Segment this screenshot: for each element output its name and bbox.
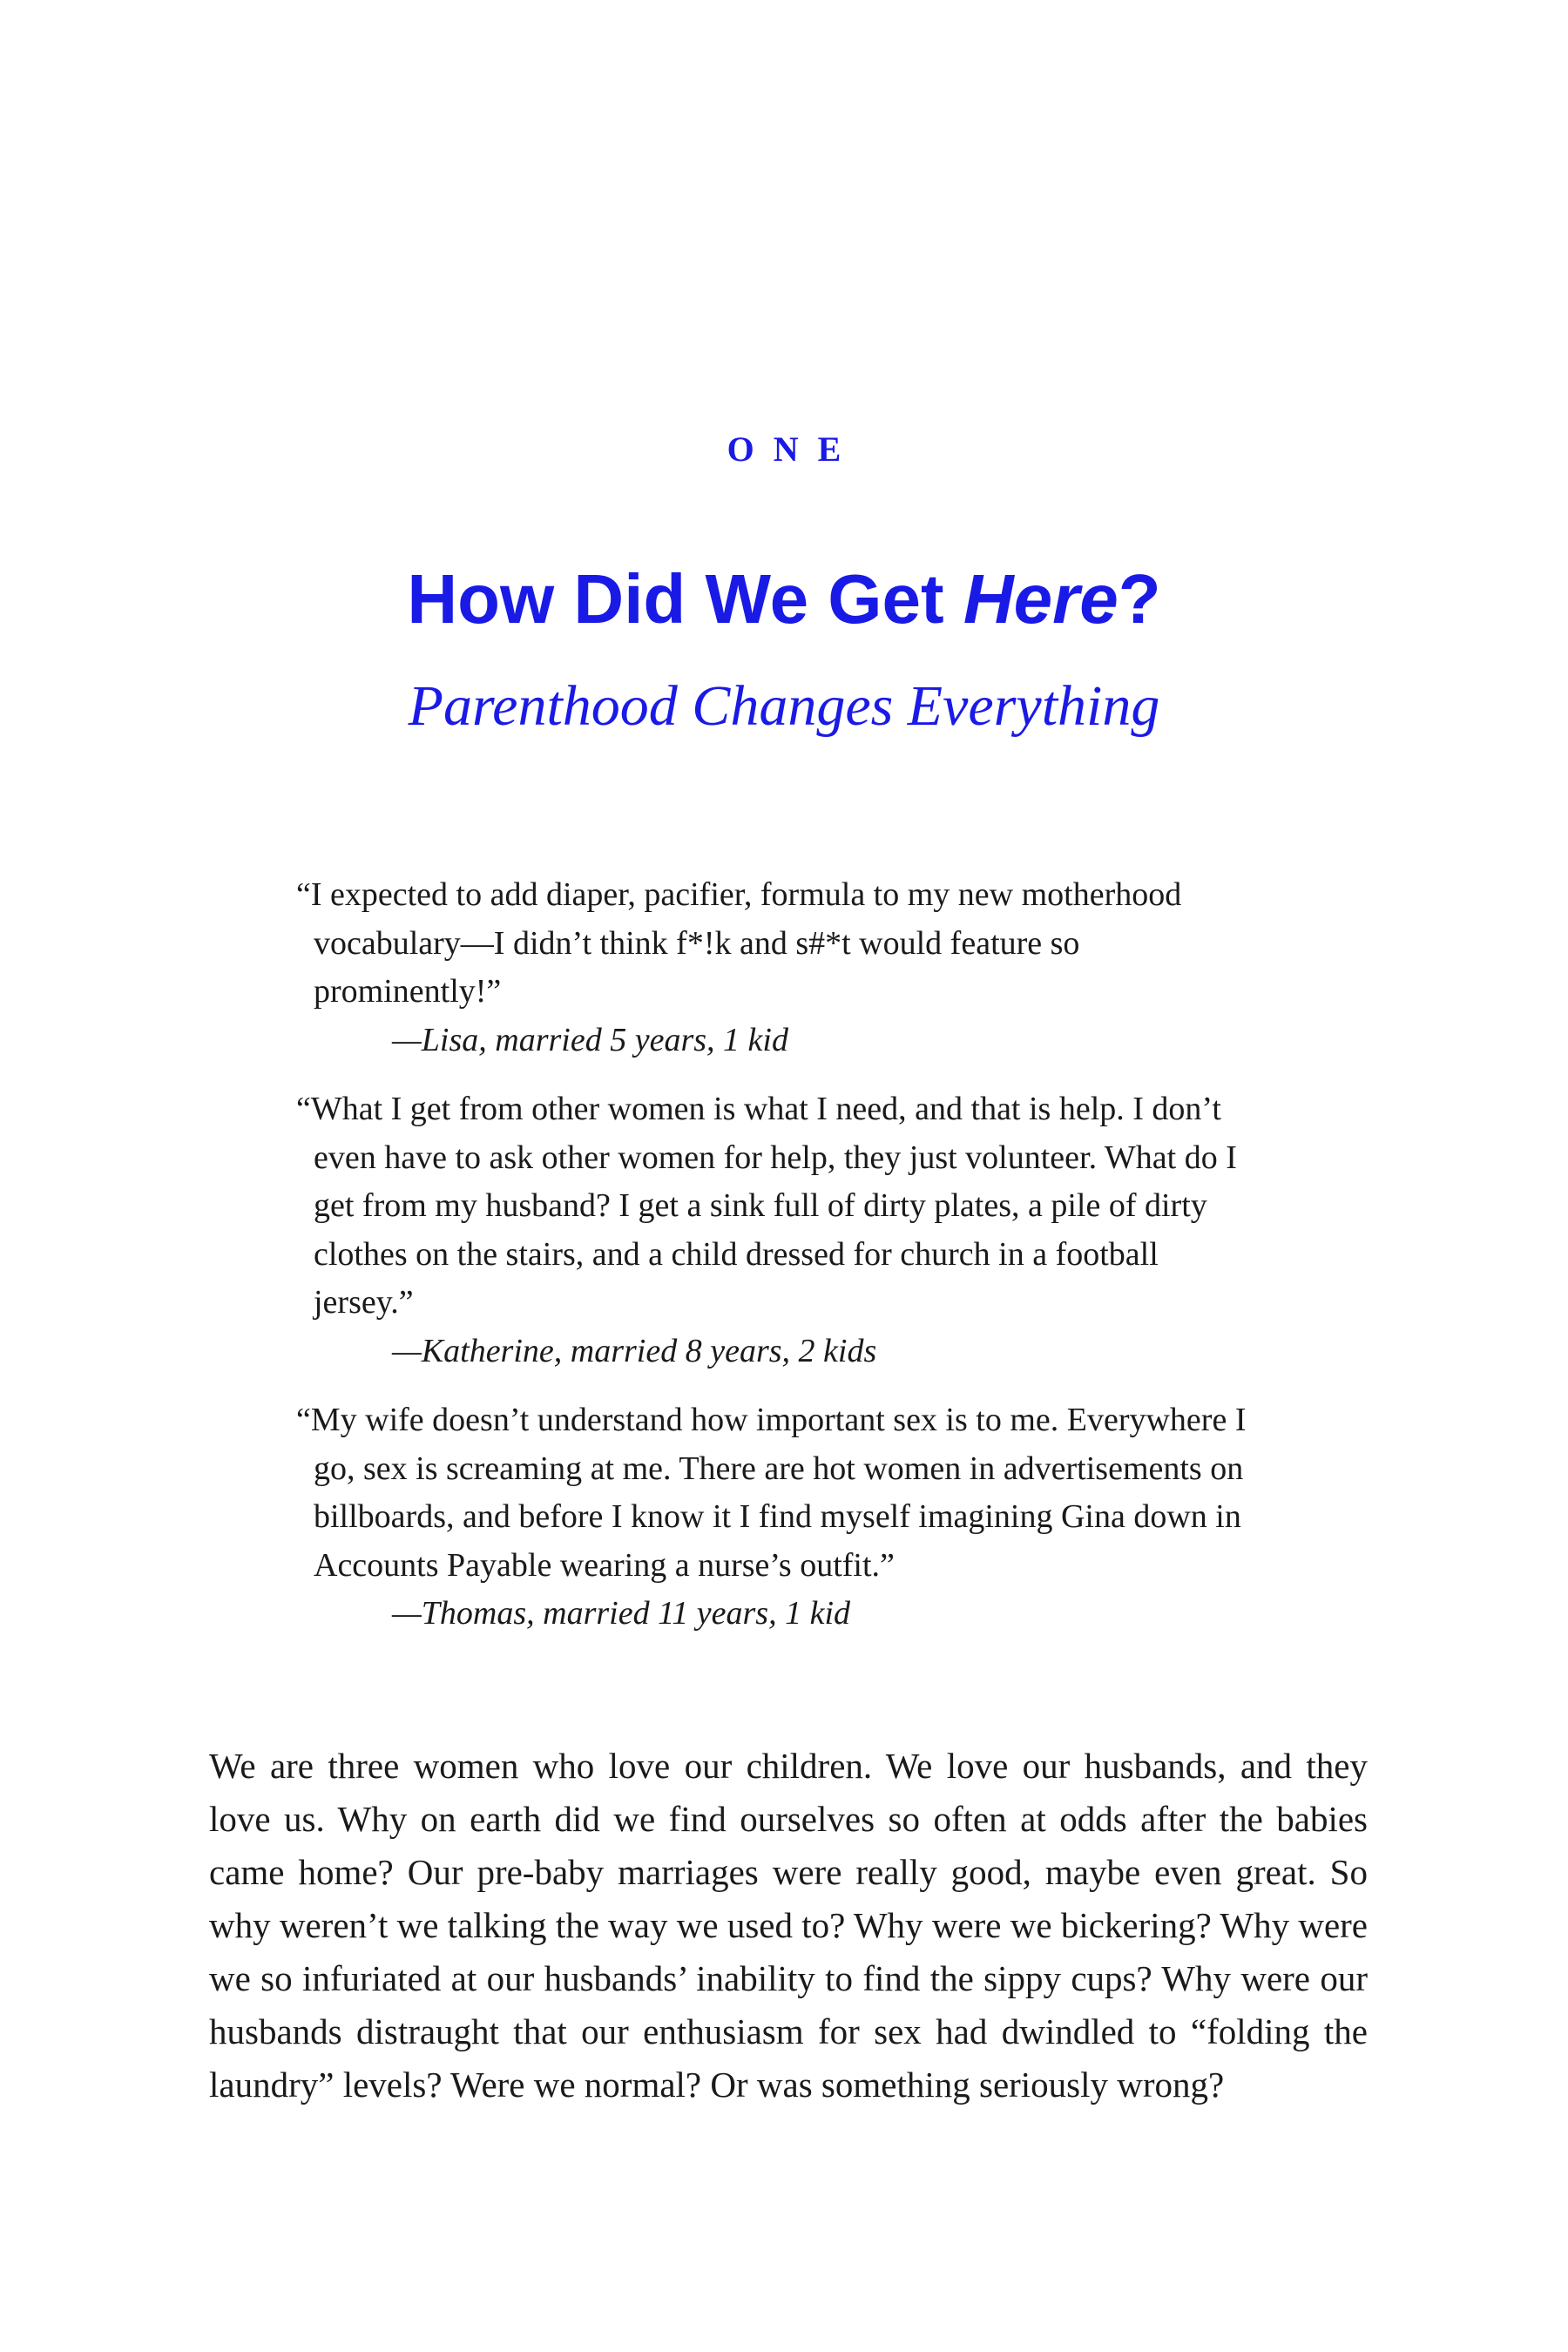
epigraph [296,1085,1254,1375]
epigraph-attribution: —Thomas, married 11 years, 1 kid [392,1595,851,1632]
chapter-number: ONE [727,429,861,469]
body-paragraph: We are three women who love our children. We love our husbands, and they love us. Why on earth did we find ourselves so often at odds after the babies came home? Our pre-baby marriages were really good, maybe even great. So why weren’t we talking the way we used to? Why were we bickering? Why were we so infuriated at our husbands’ inability to find the sippy cups? Why were our husbands distraught that our enthusiasm for sex had dwindled to “folding the laundry” levels? Were we normal? Or was something seriously wrong? [209,1746,1368,2105]
epigraph-quote: “I expected to add diaper, pacifier, formula to my new motherhood vocabulary—I didn’t think f*!k and s#*t would feature so prominently!” [296,876,1182,1010]
epigraph-quote: “My wife doesn’t understand how important sex is to me. Everywhere I go, sex is screaming at me. There are hot women in advertisements on billboards, and before I know it I find myself imagining Gina down in Accounts Payable wearing a nurse’s outfit.” [296,1402,1247,1584]
chapter-title-main: How Did We Get [407,560,963,638]
epigraphs [296,871,1254,1659]
chapter-title [0,560,1568,638]
epigraph-attribution: —Katherine, married 8 years, 2 kids [392,1332,877,1369]
chapter-subtitle: Parenthood Changes Everything [408,674,1160,738]
epigraph [296,871,1254,1064]
epigraph [296,1396,1254,1639]
chapter-title-end: ? [1118,560,1161,638]
epigraph-attribution: —Lisa, married 5 years, 1 kid [392,1021,788,1058]
epigraph-quote: “What I get from other women is what I need, and that is help. I don’t even have to ask other women for help, they just volunteer. What do I get from my husband? I get a sink full of dirty plates, a pile of dirty clothes on the stairs, and a child dressed for church in a football jersey.” [296,1091,1237,1321]
chapter-title-italic: Here [963,560,1119,638]
